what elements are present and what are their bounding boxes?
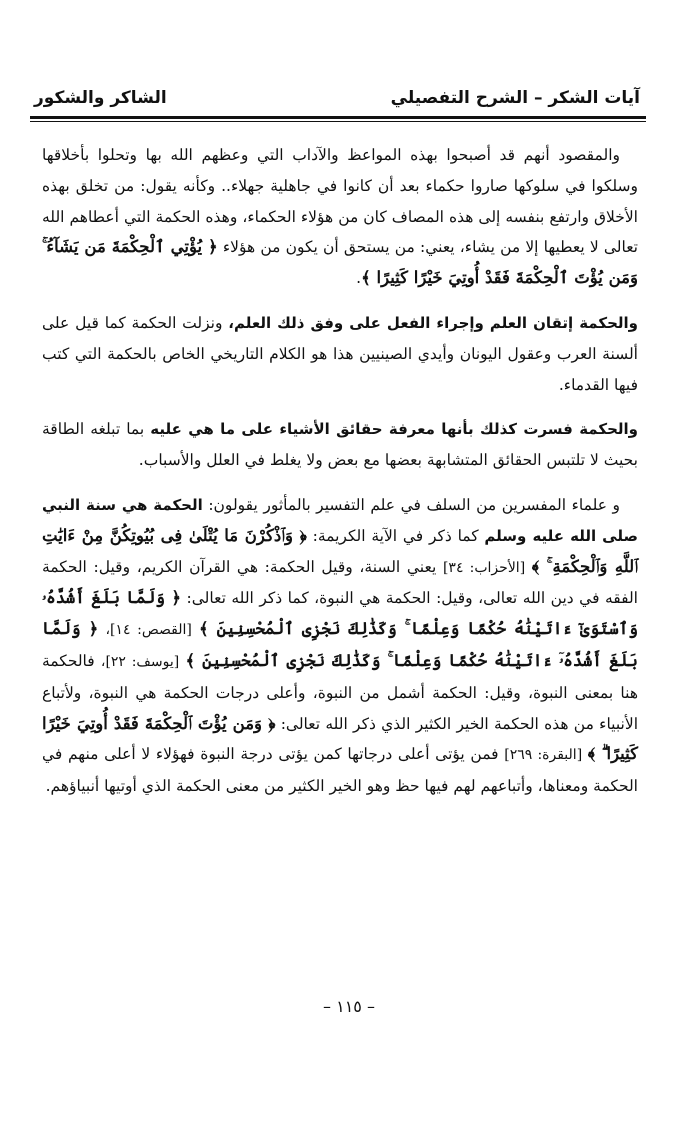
verse-reference: [الأحزاب: ٣٤] xyxy=(442,559,526,576)
paragraph xyxy=(42,140,638,294)
quran-verse: ﴿ وَلَمَّا بَلَغَ أَشُدَّهُۥ وَٱسْتَوَىٰٓ ءَاتَيْنَٰهُ حُكْمًا وَعِلْمًا ۚ وَكَذَٰلِكَ نَجْزِى ٱلْمُحْسِنِينَ ﴾ xyxy=(42,588,638,639)
quran-verse: ﴿ وَٱذْكُرْنَ مَا يُتْلَىٰ فِى بُيُوتِكُنَّ مِنْ ءَايَٰتِ ٱللَّهِ وَٱلْحِكْمَةِ ۚ ﴾ xyxy=(42,525,638,576)
body-text xyxy=(42,140,638,816)
verse-reference: [يوسف: ٢٢]، xyxy=(100,653,180,670)
text: . xyxy=(356,269,362,288)
text: والمقصود أنهم قد أصبحوا بهذه المواعظ والآداب التي وعظهم الله بها وتحلوا بأخلاقها وسلكوا في سلوكها صاروا حكماء بعد أن كانوا في جاهلية جهلاء.. وكأنه يقول: من تخلق بهذه الأخلاق وارتفع بنفسه إلى هذه المصاف كان من هؤلاء الحكماء، وهذه الحكمة التي أعطاهم الله تعالى لا يعطيها إلا من يشاء، يعني: من يستحق أن يكون من هؤلاء xyxy=(42,146,638,257)
text: ونزلت الحكمة كما قيل على ألسنة العرب وعقول اليونان وأيدي الصينيين هذا هو الكلام التاريخي الخاص بالحكمة التي كتب فيها القدماء. xyxy=(42,313,638,394)
running-header xyxy=(34,84,640,112)
text: فالحكمة هنا بمعنى النبوة، وقيل: الحكمة أشمل من النبوة، وأعلى درجات الحكمة هي النبوة، ولأتباع الأنبياء من هذه الحكمة الخير الكثير الذي ذكر الله تعالى: xyxy=(42,651,638,733)
verse-reference: [القصص: ١٤]، xyxy=(105,622,192,639)
text: كما ذكر في الآية الكريمة: xyxy=(312,526,479,545)
page-number: – ١١٥ – xyxy=(323,997,375,1016)
quran-verse: ﴿ وَمَن يُؤْتَ ٱلْحِكْمَةَ فَقَدْ أُوتِيَ خَيْرًا كَثِيرًا ۗ ﴾ xyxy=(42,713,638,764)
text: و علماء المفسرين من السلف في علم التفسير بالمأثور يقولون: xyxy=(208,495,620,514)
paragraph xyxy=(42,414,638,476)
quran-verse: ﴿ وَلَمَّا بَلَغَ أَشُدَّهُۥٓ ءَاتَيْنَٰهُ حُكْمًا وَعِلْمًا ۚ وَكَذَٰلِكَ نَجْزِى ٱلْمُحْسِنِينَ ﴾ xyxy=(42,619,638,670)
book-title: آيات الشكر – الشرح التفصيلي xyxy=(390,88,640,108)
bold-definition: والحكمة إتقان العلم وإجراء الفعل على وفق ذلك العلم، xyxy=(228,313,638,332)
text: بما تبلغه الطاقة بحيث لا تلتبس الحقائق المتشابهة بعضها مع بعض ولا يغلط في العلل والأسباب. xyxy=(42,420,638,470)
paragraph xyxy=(42,490,638,802)
header-rule xyxy=(30,116,646,122)
paragraph xyxy=(42,308,638,400)
quran-verse: ﴿ يُؤْتِي ٱلْحِكْمَةَ مَن يَشَآءُ ۚ وَمَن يُؤْتَ ٱلْحِكْمَةَ فَقَدْ أُوتِيَ خَيْرًا كَثِيرًا ﴾ xyxy=(42,237,638,288)
bold-definition: الحكمة هي سنة النبي صلى الله عليه وسلم xyxy=(42,495,638,545)
section-title: الشاكر والشكور xyxy=(34,88,167,108)
bold-definition: والحكمة فسرت كذلك بأنها معرفة حقائق الأشياء على ما هي عليه xyxy=(150,420,638,439)
verse-reference: [البقرة: ٢٦٩] xyxy=(504,747,583,764)
text: يعني السنة، وقيل الحكمة: هي القرآن الكريم، وقيل: الحكمة الفقه في دين الله تعالى، وقيل: الحكمة هي النبوة، كما ذكر الله تعالى: xyxy=(42,557,638,608)
text: فمن يؤتى أعلى درجاتها كمن يؤتى درجة النبوة فهؤلاء لا أعلى منهم في الحكمة ومعناها، وأتباعهم لهم فيها حظ وهو الخير الكثير من معنى الحكمة الذي أوتيها أنبياؤهم. xyxy=(42,745,638,796)
